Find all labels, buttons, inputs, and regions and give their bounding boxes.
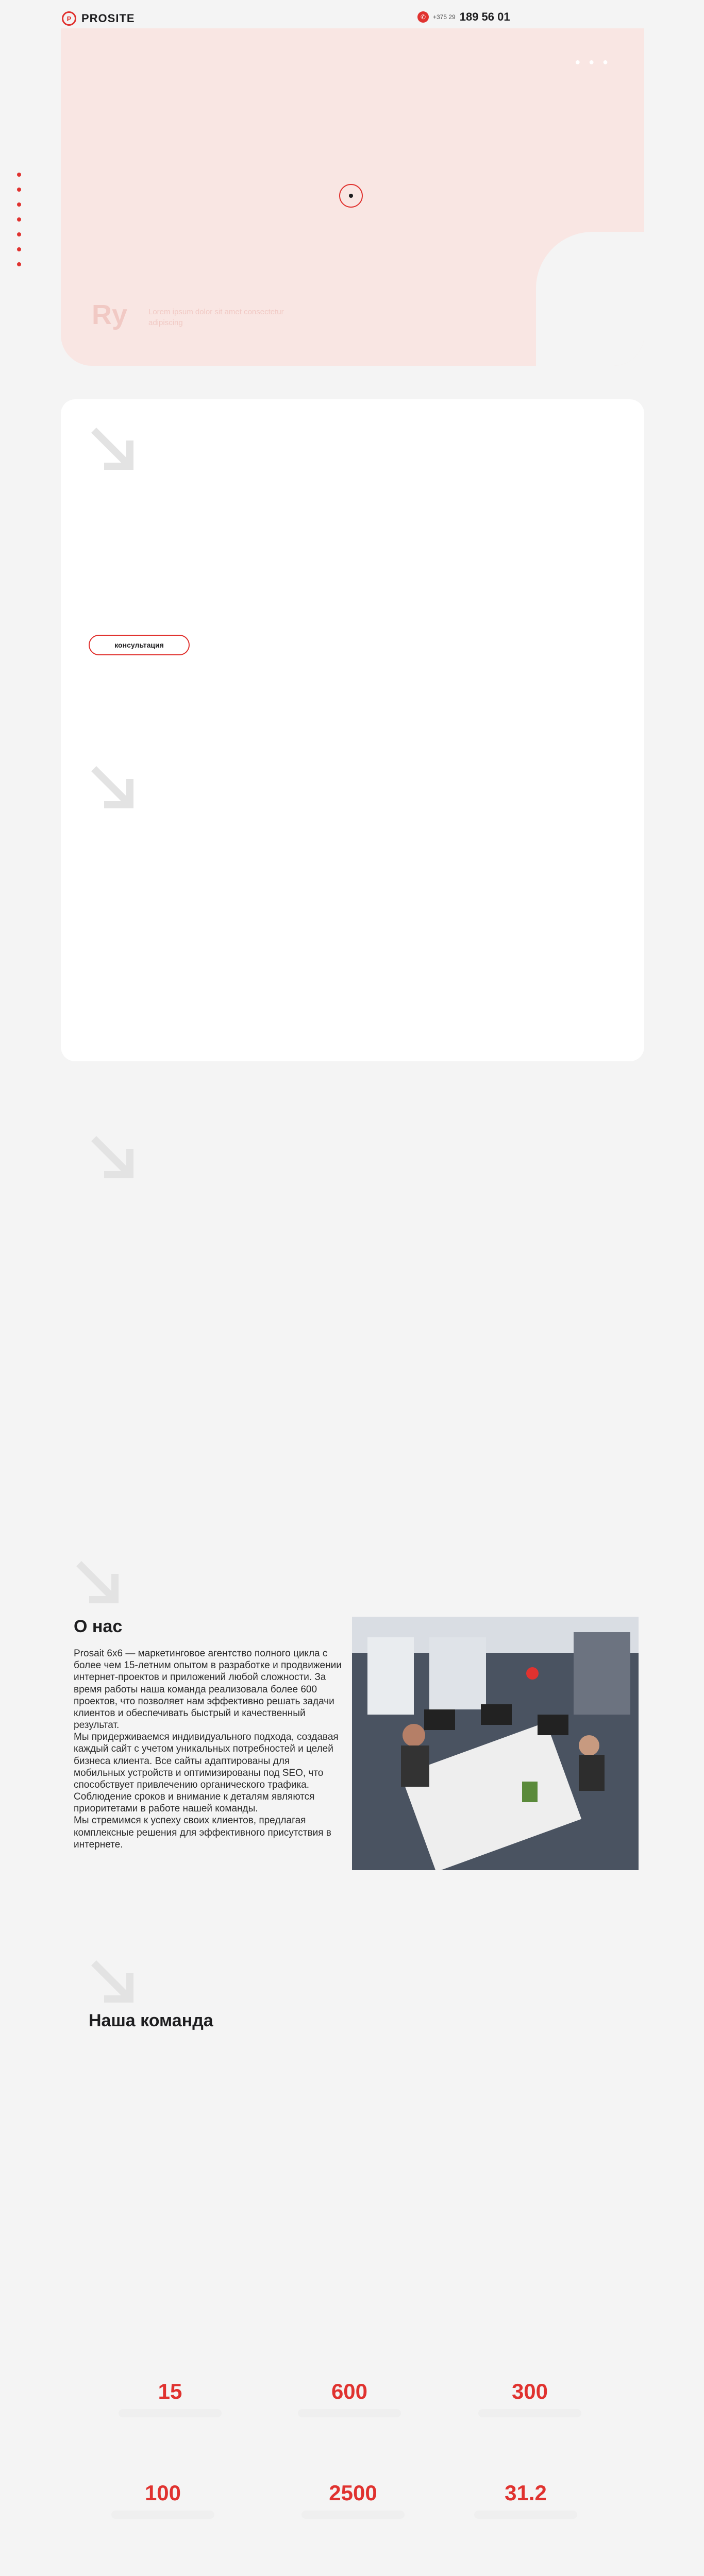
about-paragraph: Prosait 6x6 — маркетинговое агентство полного цикла с более чем 15-летним опытом в разработке и продвижении интернет-проектов и приложений любой сложности. За время работы наша команда реализовала более 600 проектов, что позволяет нам эффективно решать задачи клиентов и обеспечивать быстрый и качественный результат. [74, 1648, 342, 1731]
phone-prefix: +375 29 [433, 13, 456, 21]
services-card [61, 399, 644, 1061]
hero-faint-subtitle: Lorem ipsum dolor sit amet consectetur adipiscing [148, 308, 284, 327]
stat-item [458, 2379, 602, 2417]
cursor-circle-icon [339, 184, 363, 208]
hero-section [61, 28, 644, 366]
phone-number[interactable]: 189 56 01 [459, 10, 510, 23]
side-nav-dot[interactable] [17, 262, 21, 266]
about-paragraph: Мы придерживаемся индивидуального подхода, создавая каждый сайт с учетом уникальных потребностей и целей бизнеса клиента. Все сайты адаптированы для мобильных устройств и оптимизированы под SEO, что способствует привлечению органического трафика. Соблюдение сроков и внимание к деталям являются приоритетами в работе нашей команды. [74, 1732, 339, 1815]
stat-placeholder [474, 2511, 577, 2519]
stat-item [277, 2379, 422, 2417]
stat-value: 2500 [329, 2481, 377, 2505]
stat-placeholder [119, 2409, 222, 2417]
office-photo [352, 1617, 639, 1870]
arrow-down-right-icon [74, 1558, 125, 1610]
stat-value: 15 [158, 2379, 182, 2403]
about-paragraph: Мы стремимся к успеху своих клиентов, предлагая комплексные решения для эффективного присутствия в интернете. [74, 1815, 331, 1850]
stat-value: 100 [144, 2481, 181, 2505]
dot-icon[interactable]: ● [589, 57, 595, 67]
hero-menu-icons[interactable] [575, 57, 608, 67]
team-title: Наша команда [89, 2011, 213, 2030]
phone-icon: ✆ [417, 11, 429, 23]
stat-placeholder [298, 2409, 401, 2417]
stat-value: 600 [331, 2379, 368, 2403]
dot-icon[interactable]: ● [575, 57, 581, 67]
arrow-down-right-icon [89, 764, 140, 815]
consultation-button[interactable]: консультация [89, 635, 190, 655]
stat-item [98, 2379, 242, 2417]
about-text [74, 1648, 342, 1851]
stat-item [454, 2481, 598, 2519]
side-nav-dot[interactable] [17, 217, 21, 222]
stat-placeholder [111, 2511, 214, 2519]
dot-icon[interactable]: ● [602, 57, 608, 67]
stat-placeholder [301, 2511, 405, 2519]
stat-item [91, 2481, 235, 2519]
side-nav-dot[interactable] [17, 173, 21, 177]
side-navigation[interactable] [17, 173, 21, 266]
logo[interactable] [62, 11, 135, 26]
side-nav-dot[interactable] [17, 247, 21, 251]
side-nav-dot[interactable] [17, 188, 21, 192]
logo-icon: P [62, 11, 76, 26]
about-title: О нас [74, 1617, 123, 1636]
stat-value: 300 [511, 2379, 548, 2403]
hero-cutout [536, 232, 644, 366]
stat-placeholder [478, 2409, 581, 2417]
logo-text: PROSITE [81, 12, 135, 25]
side-nav-dot[interactable] [17, 232, 21, 236]
header-phone[interactable] [417, 10, 510, 24]
arrow-down-right-icon [89, 1958, 140, 2009]
stat-item [281, 2481, 425, 2519]
side-nav-dot[interactable] [17, 202, 21, 207]
stat-value: 31.2 [505, 2481, 547, 2505]
arrow-down-right-icon [89, 1133, 140, 1185]
hero-faint-heading: Ry [92, 299, 128, 330]
arrow-down-right-icon [89, 425, 140, 477]
